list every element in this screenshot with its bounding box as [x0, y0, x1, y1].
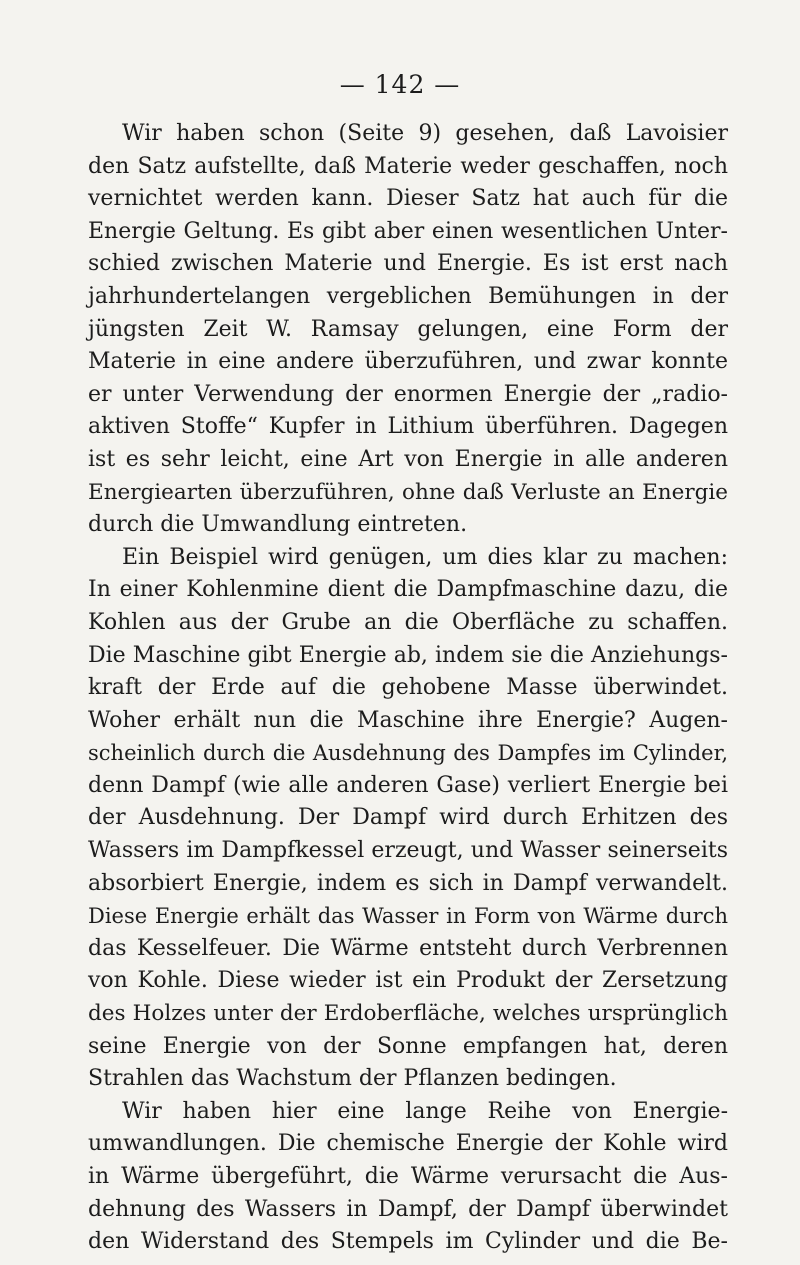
text-line: umwandlungen. Die chemische Energie der Kohle wird: [88, 1131, 728, 1157]
text-line: Ein Beispiel wird genügen, um dies klar zu machen:: [122, 544, 728, 570]
text-line: jüngsten Zeit W. Ramsay gelungen, eine Form der: [88, 316, 728, 342]
text-line: scheinlich durch die Ausdehnung des Dampfes im Cylinder,: [88, 741, 728, 766]
text-line: In einer Kohlenmine dient die Dampfmaschine dazu, die: [88, 577, 728, 603]
text-line: Diese Energie erhält das Wasser in Form von Wärme durch: [88, 904, 728, 929]
text-line: denn Dampf (wie alle anderen Gase) verliert Energie bei: [88, 772, 728, 798]
text-line: dehnung des Wassers in Dampf, der Dampf überwindet: [88, 1196, 728, 1222]
text-line: das Kesselfeuer. Die Wärme entsteht durch Verbrennen: [88, 935, 728, 961]
text-line: aktiven Stoffe“ Kupfer in Lithium überführen. Dagegen: [88, 414, 728, 440]
page-number: — 142 —: [339, 70, 461, 99]
text-line: Wir haben schon (Seite 9) gesehen, daß Lavoisier: [122, 121, 728, 146]
text-line: kraft der Erde auf die gehobene Masse überwindet.: [88, 675, 728, 701]
body-text: [88, 118, 728, 1259]
text-line: durch die Umwandlung eintreten.: [88, 512, 468, 538]
text-line: jahrhundertelangen vergeblichen Bemühungen in der: [88, 283, 728, 309]
text-line: absorbiert Energie, indem es sich in Dampf verwandelt.: [88, 870, 728, 896]
text-line: Energiearten überzuführen, ohne daß Verluste an Energie: [88, 479, 728, 505]
text-line: von Kohle. Diese wieder ist ein Produkt der Zersetzung: [88, 968, 728, 994]
text-line: Energie Geltung. Es gibt aber einen wesentlichen Unter-: [88, 218, 728, 244]
text-line: vernichtet werden kann. Dieser Satz hat auch für die: [88, 186, 728, 212]
text-line: Die Maschine gibt Energie ab, indem sie die Anziehungs-: [88, 642, 728, 668]
text-line: schied zwischen Materie und Energie. Es ist erst nach: [88, 251, 728, 277]
text-line: ist es sehr leicht, eine Art von Energie in alle anderen: [88, 446, 728, 472]
text-line: Materie in eine andere überzuführen, und zwar konnte: [88, 349, 728, 375]
text-line: Strahlen das Wachstum der Pflanzen bedingen.: [88, 1066, 617, 1092]
text-line: Wassers im Dampfkessel erzeugt, und Wasser seinerseits: [88, 838, 728, 864]
text-line: Wir haben hier eine lange Reihe von Energie-: [122, 1098, 728, 1124]
text-line: Woher erhält nun die Maschine ihre Energie? Augen-: [88, 707, 728, 733]
text-line: Kohlen aus der Grube an die Oberfläche zu schaffen.: [88, 609, 728, 635]
text-line: den Widerstand des Stempels im Cylinder und die Be-: [88, 1229, 728, 1255]
text-line: den Satz aufstellte, daß Materie weder geschaffen, noch: [88, 153, 728, 179]
text-line: er unter Verwendung der enormen Energie der „radio-: [88, 381, 728, 407]
text-line: seine Energie von der Sonne empfangen hat, deren: [88, 1033, 728, 1059]
text-line: in Wärme übergeführt, die Wärme verursacht die Aus-: [88, 1164, 728, 1189]
text-line: der Ausdehnung. Der Dampf wird durch Erhitzen des: [88, 805, 728, 831]
text-line: des Holzes unter der Erdoberfläche, welches ursprünglich: [88, 1001, 728, 1027]
